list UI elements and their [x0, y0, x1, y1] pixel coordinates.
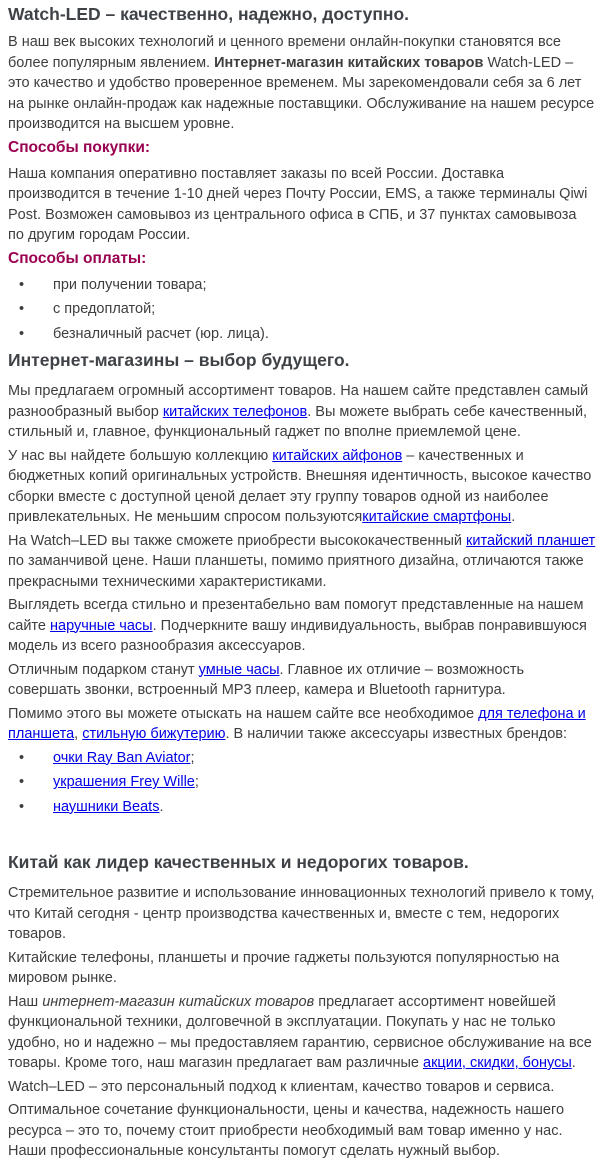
bold-text: Интернет-магазин китайских товаров — [214, 54, 484, 71]
text-run: Наш — [8, 993, 43, 1010]
paragraph — [8, 32, 596, 135]
text-run: при получении товара; — [53, 276, 207, 293]
text-run: . — [571, 1055, 576, 1071]
text-run: с предоплатой; — [53, 301, 156, 317]
list-item — [53, 772, 596, 793]
italic-text: интернет-магазин китайских товаров — [42, 993, 315, 1010]
paragraph — [8, 992, 596, 1074]
text-run: В наш век высоких технологий и ценного времени онлайн-покупки становятся все более популярным явлением. — [8, 34, 561, 71]
text-run: Помимо этого вы можете отыскать на нашем сайте все необходимое — [8, 705, 479, 722]
text-run: Оптимальное сочетание функциональности, цены и качества, надежность нашего ресурса – это то, почему стоит приобрести необходимый вам товар именно у нас. Наши профессиональные консультанты помогут сделать нужный выбор. — [8, 1102, 565, 1159]
section-heading-payment-methods — [8, 249, 596, 269]
link-wrist-watches[interactable]: наручные часы — [50, 617, 153, 634]
link-chinese-tablet[interactable]: китайский планшет — [466, 532, 596, 549]
text-run: по заманчивой цене. Наши планшеты, помимо приятного дизайна, отличаются также прекрасными техническими характеристиками. — [8, 553, 584, 590]
list-item — [53, 797, 596, 818]
text-run: , — [74, 726, 83, 742]
paragraph — [8, 1100, 596, 1162]
link-promotions-discounts-bonuses[interactable]: акции, скидки, бонусы — [423, 1055, 572, 1071]
link-chinese-phones[interactable]: китайских телефонов — [162, 403, 308, 420]
text-run: Китайские телефоны, планшеты и прочие гаджеты пользуются популярностью на мировом рынке. — [8, 949, 560, 986]
page-title — [8, 3, 596, 26]
paragraph — [8, 1077, 596, 1098]
paragraph — [8, 948, 596, 989]
link-phone-tablet-accessories[interactable]: для телефона и планшета — [8, 705, 586, 742]
text-run: Отличным подарком станут — [8, 661, 199, 678]
text-run: Наша компания оперативно поставляет заказы по всей России. Доставка производится в течение 1-10 дней через Почту России, EMS, а также терминалы Qiwi Post. Возможен самовывоз из центрального офиса в СПБ, и 37 пунктах самовывоза по другим городам России. — [8, 165, 588, 243]
link-stylish-jewelry[interactable]: стильную бижутерию — [82, 726, 226, 742]
text-run: Watch-LED – это качество и удобство проверенное временем. Мы зарекомендовали себя за 6 лет на рынке онлайн-продаж как надежные поставщики. Обслуживание на нашем ресурсе производится на высшем уровне. — [8, 54, 595, 132]
text-run: Китай как лидер качественных и недорогих товаров. — [8, 852, 469, 872]
payment-methods-list — [8, 275, 596, 345]
text-run: Watch–LED – это персональный подход к клиентам, качество товаров и сервиса. — [8, 1078, 555, 1095]
list-item — [53, 748, 596, 769]
paragraph — [8, 531, 596, 593]
text-run: . Подчеркните вашу индивидуальность, выбрав понравившуюся модель из всего разнообразия аксессуаров. — [8, 617, 587, 654]
text-run: . — [511, 509, 516, 525]
text-run: Способы покупки: — [8, 138, 151, 156]
text-run: Мы предлагаем огромный ассортимент товаров. На нашем сайте представлен самый разнообразный выбор — [8, 383, 589, 420]
text-run: У нас вы найдете большую коллекцию — [8, 447, 273, 464]
link-chinese-smartphones[interactable]: китайские смартфоны — [362, 509, 512, 525]
link-frey-wille[interactable]: украшения Frey Wille — [53, 774, 195, 790]
brand-accessories-list — [8, 748, 596, 818]
section-heading-online-stores — [8, 349, 596, 372]
text-run: предлагает ассортимент новейшей функциональной техники, долговечной в эксплуатации. Покупать у нас не только удобно, но и надежно – мы предоставляем гарантию, сервисное обслуживание на все товары. Кроме того, наш магазин предлагает вам различные — [8, 993, 592, 1071]
paragraph — [8, 704, 596, 745]
section-heading-purchase-methods — [8, 138, 596, 158]
document-body — [8, 3, 596, 1162]
text-run: . — [159, 798, 164, 815]
paragraph — [8, 381, 596, 443]
text-run: Интернет-магазины – выбор будущего. — [8, 350, 350, 370]
text-run: Выглядеть всегда стильно и презентабельно вам помогут представленные на нашем сайте — [8, 597, 584, 634]
text-run: ; — [190, 749, 195, 766]
text-run: . Вы можете выбрать себе качественный, стильный и, главное, функциональный гаджет по вполне приемлемой цене. — [8, 403, 588, 440]
link-ray-ban-aviator[interactable]: очки Ray Ban Aviator — [53, 749, 191, 766]
text-run: безналичный расчет (юр. лица). — [53, 325, 269, 342]
link-beats-headphones[interactable]: наушники Beats — [53, 798, 160, 815]
text-run: . В наличии также аксессуары известных брендов: — [225, 726, 568, 742]
text-run: . Главное их отличие – возможность совершать звонки, встроенный MP3 плеер, камера и Bluetooth гарнитура. — [8, 661, 525, 698]
text-run: ; — [194, 774, 199, 790]
text-run: На Watch–LED вы также сможете приобрести высококачественный — [8, 532, 467, 549]
text-run: Watch-LED – качественно, надежно, доступно. — [8, 4, 410, 24]
paragraph — [8, 883, 596, 945]
section-heading-china-leader — [8, 851, 596, 874]
list-item — [53, 275, 596, 296]
list-item — [53, 299, 596, 320]
text-run: Способы оплаты: — [8, 249, 147, 267]
link-chinese-iphones[interactable]: китайских айфонов — [272, 447, 403, 464]
link-smart-watches[interactable]: умные часы — [198, 661, 280, 678]
paragraph — [8, 595, 596, 657]
text-run: Стремительное развитие и использование инновационных технологий привело к тому, что Китай сегодня - центр производства качественных и, вместе с тем, недорогих товаров. — [8, 885, 595, 942]
paragraph — [8, 660, 596, 701]
list-item — [53, 324, 596, 345]
paragraph — [8, 164, 596, 246]
paragraph — [8, 446, 596, 528]
text-run: – качественных и бюджетных копий оригинальных устройств. Внешняя идентичность, высокое качество сборки вместе с доступной ценой делает эту группу товаров одной из наиболее привлекательных. Не меньшим спросом пользуются — [8, 447, 592, 525]
